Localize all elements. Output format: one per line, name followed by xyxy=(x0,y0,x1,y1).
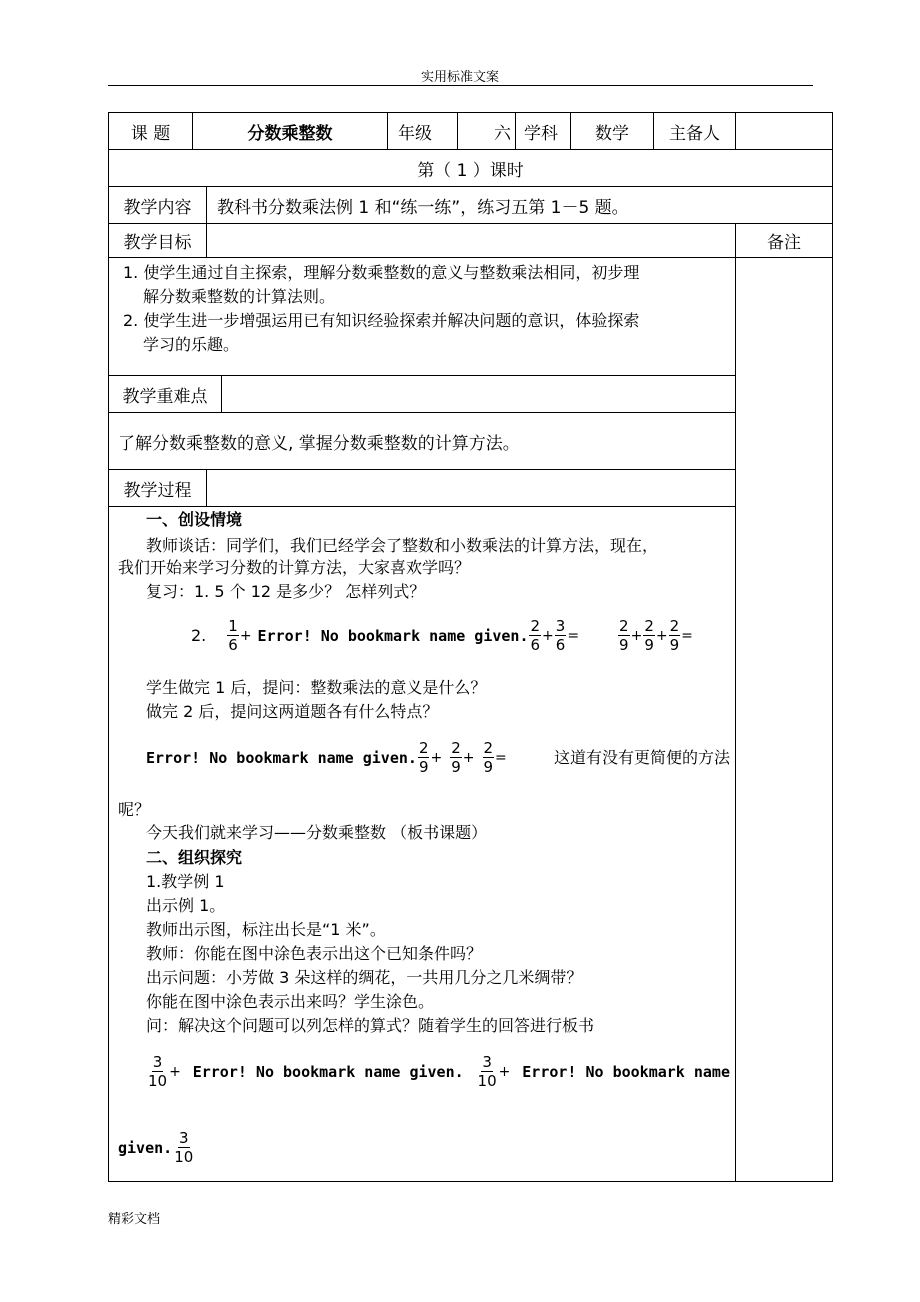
preparer-label: 主备人 xyxy=(653,112,735,149)
page-header: 实用标准文案 xyxy=(420,70,499,85)
goal-line-3: 2. 使学生进一步增强运用已有知识经验探索并解决问题的意识，体验探索 xyxy=(123,311,640,330)
key-points-blank xyxy=(221,375,735,412)
ask-line: 问：解决这个问题可以列怎样的算式？随着学生的回答进行板书 xyxy=(146,1016,595,1035)
remarks-column xyxy=(735,257,833,1182)
fraction-two-sixths: $\frac{2}{6}$ xyxy=(530,617,541,654)
today-line: 今天我们就来学习——分数乘整数 （板书课题） xyxy=(146,823,488,842)
fraction-two-ninths: $\frac{2}{9}$ xyxy=(619,617,629,654)
preparer-value xyxy=(735,112,833,149)
grade-value: 六 xyxy=(457,112,515,149)
after-question-2: 做完 2 后，提问这两道题各有什么特点？ xyxy=(146,702,439,721)
after-question-1: 学生做完 1 后，提问：整数乘法的意义是什么？ xyxy=(146,678,487,697)
goal-line-4: 学习的乐趣。 xyxy=(143,335,240,354)
key-points-label: 教学重难点 xyxy=(108,375,221,412)
color-line: 你能在图中涂色表示出来吗？学生涂色。 xyxy=(146,992,435,1011)
example-1-label: 1.教学例 1 xyxy=(146,872,225,891)
process-body xyxy=(108,506,735,1182)
simpler-method-line: Error! No bookmark name given. $\frac{2}{9}$ + $\frac{2}{9}$ + $\frac{2}{9}$ = 这道有没有更简便的方法 xyxy=(146,739,730,776)
problem-line: 出示问题：小芳做 3 朵这样的绸花，一共用几分之几米绸带？ xyxy=(146,968,583,987)
board-line-end: given. $\frac{3}{10}$ xyxy=(118,1129,194,1166)
subject-value: 数学 xyxy=(570,112,653,149)
page-footer: 精彩文档 xyxy=(108,1212,161,1227)
process-header-blank xyxy=(206,469,735,506)
key-points-value: 了解分数乘整数的意义, 掌握分数乘整数的计算方法。 xyxy=(108,412,735,469)
topic-label: 课 题 xyxy=(108,112,192,149)
grade-label: 年级 xyxy=(387,112,457,149)
simpler-method-text: 这道有没有更简便的方法 xyxy=(553,747,730,767)
goal-line-1: 1. 使学生通过自主探索，理解分数乘整数的意义与整数乘法相同，初步理 xyxy=(123,263,640,282)
question-2-line: 2. $\frac{1}{6}$ + Error! No bookmark name given. $\frac{2}{6}$ + $\frac{3}{6}$ = $\frac{2}{9}$ + $\frac{2}{9}$ + $\frac{2}{9}$ = xyxy=(191,617,693,654)
teacher-talk-1: 教师谈话：同学们，我们已经学会了整数和小数乘法的计算方法，现在， xyxy=(146,536,659,555)
plus-sign: + xyxy=(239,627,252,644)
process-label: 教学过程 xyxy=(108,469,206,506)
equals-sign: = xyxy=(567,627,580,644)
fraction-three-tenths: $\frac{3}{10}$ xyxy=(148,1053,168,1090)
fraction-three-sixths: $\frac{3}{6}$ xyxy=(555,617,566,654)
period-cell: 第（ 1 ）课时 xyxy=(108,149,833,186)
review-line: 复习：1. 5 个 12 是多少？ 怎样列式？ xyxy=(146,582,426,601)
show-example: 出示例 1。 xyxy=(146,896,226,915)
section-2-title: 二、组织探究 xyxy=(146,848,243,867)
goals-header-blank xyxy=(206,223,735,257)
content-label: 教学内容 xyxy=(108,186,206,223)
topic-value: 分数乘整数 xyxy=(192,112,387,149)
error-text: Error! No bookmark name given. xyxy=(257,626,529,645)
teacher-figure: 教师出示图，标注出长是“1 米”。 xyxy=(146,920,386,939)
content-value: 教科书分数乘法例 1 和“练一练”，练习五第 1－5 题。 xyxy=(206,186,833,223)
teacher-question: 教师：你能在图中涂色表示出这个已知条件吗？ xyxy=(146,944,483,963)
board-line: $\frac{3}{10}$ + Error! No bookmark name given. $\frac{3}{10}$ + Error! No bookmark name xyxy=(148,1053,730,1090)
goals-label: 教学目标 xyxy=(108,223,206,257)
simpler-method-end: 呢？ xyxy=(118,800,151,819)
goals-body xyxy=(108,257,735,375)
remarks-label: 备注 xyxy=(735,223,833,257)
teacher-talk-2: 我们开始来学习分数的计算方法，大家喜欢学吗？ xyxy=(118,558,471,577)
section-1-title: 一、创设情境 xyxy=(146,510,243,529)
q2-label: 2. xyxy=(191,625,207,645)
subject-label: 学科 xyxy=(515,112,570,149)
goal-line-2: 解分数乘整数的计算法则。 xyxy=(143,287,336,306)
header-divider xyxy=(108,85,813,86)
fraction-one-sixth: $\frac{1}{6}$ xyxy=(228,617,238,654)
